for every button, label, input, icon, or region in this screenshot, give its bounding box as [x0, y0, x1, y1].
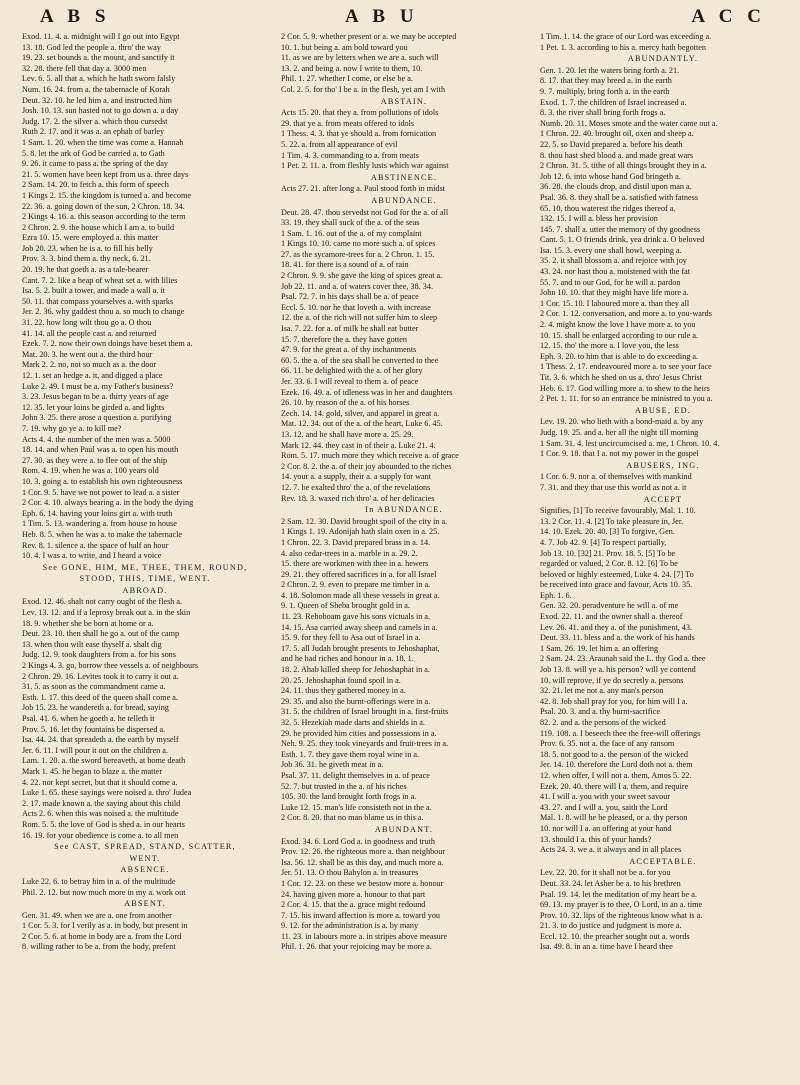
- concordance-line: Exod. 12. 46. shalt not carry ought of the flesh a.: [22, 597, 183, 607]
- concordance-line: 10. 3. going a. to establish his own righteousness: [22, 476, 183, 486]
- concordance-line: 16. 19. for your obedience is come a. to all men: [22, 830, 179, 840]
- concordance-line: 132. 15. I will a. bless her provision: [540, 214, 658, 224]
- concordance-line: 2 Sam. 14. 20. to fetch a. this form of speech: [22, 180, 169, 190]
- concordance-line: 41. I will a. you with your sweet savour: [540, 792, 671, 802]
- concordance-line: Prov. 10. 32. lips of the righteous know what is a.: [540, 910, 703, 920]
- concordance-line: 9. 12. for the administration is a. by many: [281, 921, 419, 931]
- concordance-line: Eph. 6. 14. having your loins girt a. with truth: [22, 508, 173, 518]
- concordance-line: 2 Kings 4. 16. a. this season according to the term: [22, 212, 186, 222]
- concordance-line: Lev. 6. 5. all that a. which he hath sworn falsly: [22, 74, 176, 84]
- concordance-line: 2 Kings 4. 3. go, borrow thee vessels a. of neighbours: [22, 661, 199, 671]
- concordance-line: 9. 7. multiply, bring forth a. in the earth: [540, 86, 670, 96]
- concordance-line: 1 Tim. 5. 13. wandering a. from house to house: [22, 519, 177, 529]
- concordance-line: Numb. 20. 11. Moses smote and the water came out a.: [540, 118, 718, 128]
- concordance-line: be received into grace and favour, Acts 10. 35.: [540, 580, 693, 590]
- concordance-line: 29. 35. and also the burnt-offerings were in a.: [281, 696, 431, 706]
- concordance-line: 10. nor will I a. an offering at your hand: [540, 823, 672, 833]
- concordance-line: Ezek. 16. 49. a. of idleness was in her and daughters: [281, 387, 453, 397]
- concordance-line: 1 Cor. 6. 9. nor a. of themselves with mankind: [540, 472, 692, 482]
- concordance-line: 2 Chron. 2. 9. the house which I am a. to build: [22, 222, 175, 232]
- concordance-line: 42. 8. Job shall pray for you, for him will I a.: [540, 696, 688, 706]
- concordance-line: 2 Cor. 4. 15. that the a. grace might redound: [281, 900, 426, 910]
- concordance-line: 29. 21. they offered sacrifices in a. for all Israel: [281, 569, 437, 579]
- concordance-line: Gen. 1. 20. let the waters bring forth a. 21.: [540, 65, 680, 75]
- concordance-line: 10. 1. but being a. am bold toward you: [281, 42, 408, 52]
- entry-heading: ABUNDANT.: [374, 824, 434, 834]
- concordance-line: Lev. 26. 41. and they a. of the punishment, 43.: [540, 622, 693, 632]
- cross-reference: See GONE, HIM, ME, THEE, THEM, ROUND,: [42, 562, 248, 572]
- concordance-line: 2 Pet. 1. 11. for so an entrance be ministred to you a.: [540, 394, 713, 404]
- concordance-line: Lev. 22. 20. for it shall not be a. for you: [540, 868, 671, 878]
- concordance-line: 50. 11. that compass yourselves a. with sparks: [22, 296, 174, 306]
- concordance-line: 1 Cor. 5. 3. for I verily as a. in body, but present in: [22, 921, 188, 931]
- concordance-line: 10. will reprove, if ye do secretly a. persons: [540, 675, 684, 685]
- concordance-line: 18. 41. for there is a sound of a. of rain: [281, 260, 409, 270]
- concordance-line: Gen. 31. 49. when we are a. one from another: [22, 910, 172, 920]
- concordance-line: 1 Cor. 9. 5. have we not power to lead a. a sister: [22, 487, 180, 497]
- column-left: [22, 32, 268, 1078]
- concordance-line: 1 Thess. 2. 17. endeavoured more a. to see your face: [540, 362, 712, 372]
- concordance-line: 18. 5. not good to a. the person of the wicked: [540, 749, 689, 759]
- concordance-line: 17. 5. all Judah brought presents to Jehoshaphat,: [281, 643, 440, 653]
- header-middle: A B U: [345, 6, 419, 27]
- concordance-line: Psal. 20. 3. and a. thy burnt-sacrifice: [540, 707, 661, 717]
- concordance-line: 1 Pet. 2. 11. a. from fleshly lusts which war against: [281, 161, 449, 171]
- concordance-line: John 10. 10. that they might have life more a.: [540, 288, 689, 298]
- concordance-line: Rom. 5. 5. the love of God is shed a. in our hearts: [22, 819, 185, 829]
- concordance-line: Isa. 49. 8. in an a. time have I heard thee: [540, 942, 673, 952]
- concordance-line: Ezek. 7. 2. now their own doings have beset them a.: [22, 339, 193, 349]
- concordance-line: 2 Cor. 8. 2. the a. of their joy abounded to the riches: [281, 461, 452, 471]
- concordance-line: 65. 10. thou waterest the ridges thereof a.: [540, 203, 676, 213]
- concordance-line: Prov. 5. 16. let thy fountains be dispersed a.: [22, 724, 166, 734]
- concordance-line: Job 13. 10. [32] 21. Prov. 18. 5. [5] To be: [540, 548, 676, 558]
- concordance-line: 9. 26. it came to pass a. the spring of the day: [22, 159, 168, 169]
- concordance-line: Psal. 72. 7. in his days shall be a. of peace: [281, 292, 419, 302]
- concordance-line: Acts 2. 6. when this was noised a. the multitude: [22, 809, 179, 819]
- concordance-line: 1 Cor. 15. 10. I laboured more a. than they all: [540, 298, 690, 308]
- concordance-line: Zech. 14. 14. gold, silver, and apparel in great a.: [281, 408, 440, 418]
- concordance-line: 24. having given more a. honour to that part: [281, 889, 426, 899]
- concordance-line: 11. as we are by letters when we are a. such will: [281, 53, 439, 63]
- concordance-line: 43. 27. and I will a. you, saith the Lord: [540, 802, 668, 812]
- concordance-line: 1 Kings 2. 15. the kingdom is turned a. and become: [22, 190, 191, 200]
- concordance-line: Phil. 2. 12. but now much more in my a. work out: [22, 887, 186, 897]
- concordance-line: 3. 23. Jesus began to be a. thirty years of age: [22, 392, 169, 402]
- concordance-line: Neh. 9. 25. they took vineyards and fruit-trees in a.: [281, 739, 449, 749]
- concordance-line: 4. also cedar-trees in a. marble in a. 29. 2.: [281, 548, 418, 558]
- concordance-line: Ezek. 20. 40. there will I a. them, and require: [540, 781, 689, 791]
- concordance-line: Deut. 33. 24. let Asher be a. to his brethren: [540, 878, 681, 888]
- concordance-line: 1 Sam. 1. 20. when the time was come a. Hannah: [22, 137, 184, 147]
- entry-heading: ACCEPTABLE.: [629, 856, 697, 866]
- concordance-line: Gen. 32. 20. peradventure he will a. of me: [540, 601, 679, 611]
- entry-heading: In ABUNDANCE.: [365, 505, 443, 515]
- concordance-line: Luke 12. 15. man's life consisteth not in the a.: [281, 802, 432, 812]
- entry-heading: ABROAD.: [122, 585, 168, 595]
- concordance-line: 2 Cor. 4. 10. always bearing a. in the body the dying: [22, 498, 194, 508]
- concordance-line: 12. 7. be exalted thro' the a. of the revelations: [281, 482, 431, 492]
- concordance-line: 5. 22. a. from all appearance of evil: [281, 139, 398, 149]
- concordance-line: Exod. 22. 11. and the owner shall a. thereof: [540, 612, 683, 622]
- concordance-line: 32. 21. let me not a. any man's person: [540, 686, 664, 696]
- concordance-line: 2 Cor. 1. 12. conversation, and more a. to you-wards: [540, 309, 712, 319]
- concordance-line: 1 Thess. 4. 3. that ye should a. from fornication: [281, 129, 437, 139]
- concordance-line: 12. 15. tho' the more a. I love you, the less: [540, 341, 679, 351]
- entry-heading: ABUNDANTLY.: [627, 54, 699, 64]
- concordance-line: 12. when offer, I will not a. them, Amos 5. 22.: [540, 770, 692, 780]
- column-middle: [281, 32, 527, 1078]
- concordance-line: 11. 23. in labours more a. in stripes above measure: [281, 931, 448, 941]
- concordance-line: Isa. 7. 22. for a. of milk he shall eat butter: [281, 324, 419, 334]
- concordance-line: 8. willing rather to be a. from the body, prefent: [22, 942, 176, 952]
- concordance-line: Prov. 12. 26. the righteous more a. than neighbour: [281, 847, 446, 857]
- concordance-line: Num. 16. 24. from a. the tabernacle of Korah: [22, 84, 170, 94]
- concordance-line: 36. 28. the clouds drop, and distil upon man a.: [540, 182, 692, 192]
- concordance-line: 14. your a. a supply, their a. a supply for want: [281, 472, 431, 482]
- concordance-line: 2 Chron. 31. 5. tithe of all things brought they in a.: [540, 161, 707, 171]
- concordance-line: 4. 7. Job 42. 9. [4] To respect partially,: [540, 537, 667, 547]
- concordance-line: Acts 15. 20. that they a. from pollutions of idols: [281, 108, 439, 118]
- entry-heading: ABSENT.: [124, 899, 166, 909]
- concordance-line: Psal. 36. 8. they shall be a. satisfied with fatness: [540, 192, 699, 202]
- concordance-line: 13. 2. and being a. now I write to them, 10.: [281, 63, 423, 73]
- concordance-line: 2 Cor. 5. 6. at home in body are a. from the Lord: [22, 931, 182, 941]
- concordance-line: 7. 31. and they that use this world as not a. it: [540, 482, 687, 492]
- concordance-line: 20. 19. he that goeth a. as a tale-bearer: [22, 265, 149, 275]
- concordance-line: 10. 15. shall be enlarged according to our rule a.: [540, 330, 699, 340]
- concordance-line: 22. 5. so David prepared a. before his death: [540, 139, 683, 149]
- concordance-line: 32. 5. Hezekiah made darts and shields in a.: [281, 718, 425, 727]
- concordance-line: Exod. 1. 7. the children of Israel increased a.: [540, 97, 687, 107]
- concordance-line: Esth. 1. 17. this deed of the queen shall come a.: [22, 692, 178, 702]
- concordance-line: 4. 22. nor kept secret, but that it should come a.: [22, 777, 178, 787]
- concordance-line: Lev. 13. 12. and if a leprosy break out a. in the skin: [22, 608, 191, 618]
- concordance-line: 35. 2. it shall blossom a. and rejoice with joy: [540, 256, 687, 266]
- concordance-line: 18. 14. and when Paul was a. to open his mouth: [22, 445, 179, 455]
- concordance-line: 82. 2. and a. the persons of the wicked: [540, 718, 666, 727]
- concordance-line: 2 Chron. 9. 9. she gave the king of spices great a.: [281, 271, 443, 281]
- concordance-line: Isa. 5. 2. built a tower, and made a wall a. it: [22, 286, 165, 296]
- concordance-line: 60. 5. the a. of the sea shall be converted to thee: [281, 355, 439, 365]
- concordance-line: 1 Kings 10. 10. came no more such a. of spices: [281, 239, 436, 249]
- concordance-line: beloved or highly esteemed, Luke 4. 24. [7] To: [540, 569, 694, 579]
- concordance-line: Isa. 44. 24. that spreadeth a. the earth by myself: [22, 735, 179, 745]
- concordance-line: 32. 28. there fell that day a. 3000 men: [22, 63, 147, 73]
- concordance-line: 43. 24. nor hast thou a. moistened with the fat: [540, 267, 691, 277]
- concordance-line: Rom. 4. 19. when he was a. 100 years old: [22, 466, 159, 476]
- concordance-line: Cant. 5. 1. O friends drink, yea drink a. O beloved: [540, 235, 705, 245]
- entry-heading: STOOD, THIS, TIME, WENT.: [79, 574, 211, 584]
- concordance-line: 14. 15. Asa carried away sheep and camels in a.: [281, 622, 438, 632]
- header-left: A B S: [40, 6, 111, 27]
- concordance-line: 2. 17. made known a. the saying about this child: [22, 798, 181, 808]
- concordance-line: 1 Tim. 1. 14. the grace of our Lord was exceeding a.: [540, 32, 712, 41]
- concordance-line: 1 Cor. 12. 23. on these we bestow more a. honour: [281, 878, 444, 888]
- concordance-line: 2 Cor. 5. 9. whether present or a. we may be accepted: [281, 32, 457, 41]
- concordance-line: Rev. 8. 1. silence a. the space of half an hour: [22, 540, 169, 550]
- entry-heading: ACCEPT: [643, 494, 683, 504]
- concordance-line: 31. 5. the children of Israel brought in a. first-fruits: [281, 707, 449, 717]
- concordance-line: 15. 9. for they fell to Asa out of Israel in a.: [281, 633, 421, 643]
- concordance-line: Luke 1. 65. these sayings were noised a. thro' Judea: [22, 788, 192, 798]
- concordance-line: 27. 30. as they were a. to flee out of the ship: [22, 455, 168, 465]
- concordance-line: 2 Chron. 2. 9. even to prepare me timber in a.: [281, 580, 431, 590]
- concordance-line: Psal. 19. 14. let the meditation of my heart be a.: [540, 889, 697, 899]
- concordance-line: 13. should I a. this of your hands?: [540, 834, 652, 844]
- concordance-line: 2 Sam. 12. 30. David brought spoil of the city in a.: [281, 516, 448, 526]
- concordance-line: 26. 10. by reason of the a. of his horses: [281, 398, 410, 408]
- entry-heading: ABSTINENCE.: [370, 172, 438, 182]
- concordance-line: 2 Chron. 29. 16. Levites took it to carry it out a.: [22, 671, 179, 681]
- concordance-line: Job 20. 23. when he is a. to fill his belly: [22, 243, 153, 253]
- concordance-line: Rom. 5. 17. much more they which receive a. of grace: [281, 451, 459, 461]
- concordance-line: 7. 15. his inward affection is more a. toward you: [281, 910, 441, 920]
- concordance-line: Heb. 6. 17. God willing more a. to shew to the heirs: [540, 383, 710, 393]
- concordance-line: 12. the a. of the rich will not suffer him to sleep: [281, 313, 438, 323]
- concordance-line: and he had riches and honour in a. 18. 1.: [281, 654, 414, 664]
- entry-heading: WENT.: [129, 853, 161, 863]
- concordance-line: Ruth 2. 17. and it was a. an ephah of barley: [22, 127, 165, 137]
- cross-reference: See CAST, SPREAD, STAND, SCATTER,: [54, 842, 236, 852]
- entry-heading: ABUSERS, ING.: [626, 460, 700, 470]
- concordance-line: Jer. 6. 11. I will pour it out on the children a.: [22, 745, 168, 755]
- concordance-line: 24. 11. thus they gathered money in a.: [281, 686, 406, 696]
- concordance-line: Mat. 12. 34. out of the a. of the heart, Luke 6. 45.: [281, 419, 443, 429]
- concordance-line: 15. 7. therefore the a. they have gotten: [281, 334, 407, 344]
- concordance-line: 14. 10. Ezek. 20. 40. [3] To forgive, Gen.: [540, 527, 675, 537]
- concordance-line: 4. 18. Solomon made all these vessels in great a.: [281, 590, 440, 600]
- concordance-line: Cant. 7. 2. like a heap of wheat set a. with lilies: [22, 275, 178, 285]
- concordance-line: 11. 23. Rehoboam gave his sons victuals in a.: [281, 612, 431, 622]
- concordance-line: 9. 1. Queen of Sheba brought gold in a.: [281, 601, 410, 611]
- concordance-line: 119. 108. a. I beseech thee the free-will offerings: [540, 728, 701, 738]
- concordance-line: Heb. 8. 5. when he was a. to make the tabernacle: [22, 529, 183, 539]
- concordance-line: Eph. 1. 6.: [540, 590, 572, 600]
- concordance-line: Col. 2. 5. for tho' I be a. in the flesh, yet am I with: [281, 84, 446, 94]
- concordance-line: Mark 1. 45. he began to blaze a. the matter: [22, 766, 163, 776]
- concordance-line: Psal. 41. 6. when he goeth a. he telleth it: [22, 714, 155, 723]
- concordance-line: Acts 24. 3. we a. it always and in all places: [540, 845, 682, 855]
- concordance-line: Mal. 1. 8. will he be pleased, or a. thy person: [540, 813, 688, 823]
- concordance-line: Job 22. 11. and a. of waters cover thee, 38. 34.: [281, 281, 434, 291]
- concordance-line: 1 Sam. 26. 19. let him a. an offering: [540, 643, 659, 653]
- concordance-line: 29. that ye a. from meats offered to idols: [281, 118, 415, 128]
- concordance-line: 18. 2. Ahab killed sheep for Jehoshaphat in a.: [281, 665, 430, 675]
- concordance-line: Acts 27. 21. after long a. Paul stood forth in midst: [281, 184, 445, 194]
- concordance-line: regarded or valued, 2 Cor. 8. 12. [6] To be: [540, 559, 678, 569]
- concordance-line: 8. 17. that they may breed a. in the earth: [540, 76, 672, 86]
- concordance-line: 2 Sam. 24. 23. Araunah said the L. thy God a. thee: [540, 654, 706, 664]
- concordance-line: 13. when thou wilt ease thyself a. shalt dig: [22, 639, 162, 649]
- concordance-line: 7. 19. why go ye a. to kill me?: [22, 423, 122, 433]
- concordance-line: Josh. 10. 13. sun hasted not to go down a. a day: [22, 106, 179, 116]
- concordance-line: 29. he provided him cities and possessions in a.: [281, 728, 437, 738]
- concordance-line: Job 12. 6. into whose hand God bringeth a.: [540, 171, 681, 181]
- concordance-line: Isa. 15. 3. every one shall howl, weeping a.: [540, 245, 682, 255]
- concordance-line: Eccl. 5. 10. nor he that loveth a. with increase: [281, 302, 431, 312]
- concordance-line: Luke 22. 6. to betray him in a. of the multitude: [22, 876, 176, 886]
- concordance-line: Prov. 3. 3. bind them a. thy neck, 6. 21.: [22, 254, 151, 264]
- concordance-line: 1 Chron. 22. 3. David prepared brass in a. 14.: [281, 537, 431, 547]
- concordance-line: 1 Chron. 22. 40. brought oil, oxen and sheep a.: [540, 129, 694, 139]
- entry-heading: ABUNDANCE.: [371, 195, 437, 205]
- concordance-line: Jer. 33. 6. I will reveal to them a. of peace: [281, 377, 419, 386]
- running-header: [0, 6, 800, 28]
- header-right: A C C: [691, 6, 766, 27]
- concordance-line: 13. 2 Cor. 11. 4. [2] To take pleasure in, Jer.: [540, 516, 684, 526]
- concordance-line: 1 Sam. 1. 16. out of the a. of my complaint: [281, 228, 422, 238]
- concordance-line: 31. 5. as soon as the commandment came a.: [22, 682, 166, 692]
- concordance-line: 31. 22. how long wilt thou go a. O thou: [22, 318, 152, 328]
- concordance-line: 52. 7. but trusted in the a. of his riches: [281, 781, 407, 791]
- concordance-line: 12. 35. let your loins be girded a. and lights: [22, 402, 165, 412]
- concordance-line: Eccl. 12. 10. the preacher sought out a. words: [540, 931, 690, 941]
- concordance-line: 19. 23. set bounds a. the mount, and sanctify it: [22, 53, 175, 63]
- concordance-line: 1 Cor. 9. 18. that I a. not my power in the gospel: [540, 449, 699, 459]
- concordance-line: 1 Pet. 1. 3. according to his a. mercy hath begotten: [540, 42, 706, 52]
- concordance-line: 145. 7. shall a. utter the memory of thy goodness: [540, 224, 701, 234]
- concordance-line: 1 Kings 1. 19. Adonijah hath slain oxen in a. 25.: [281, 527, 440, 537]
- concordance-line: Jer. 14. 10. therefore the Lord doth not a. them: [540, 760, 693, 770]
- concordance-line: 55. 7. and to our God, for he will a. pardon: [540, 277, 681, 287]
- concordance-line: Phil. 1. 27. whether I come, or else be a.: [281, 74, 413, 84]
- concordance-line: 21. 5. women have been kept from us a. three days: [22, 169, 189, 179]
- concordance-line: Job 36. 31. he giveth meat in a.: [281, 760, 384, 770]
- concordance-line: Luke 2. 49. I must be a. my Father's business?: [22, 381, 174, 391]
- concordance-line: Deut. 28. 47. thou servedst not God for the a. of all: [281, 207, 449, 217]
- concordance-line: Acts 4. 4. the number of the men was a. 5000: [22, 434, 171, 444]
- concordance-line: 5. 8. let the ark of God be carried a. to Gath: [22, 148, 165, 158]
- concordance-line: 2. 4. might know the love I have more a. to you: [540, 320, 696, 330]
- concordance-line: Psal. 37. 11. delight themselves in a. of peace: [281, 770, 430, 780]
- concordance-line: 33. 19. they shall suck of the a. of the seas: [281, 218, 420, 228]
- concordance-line: Exod. 11. 4. a. midnight will I go out into Egypt: [22, 32, 180, 41]
- concordance-line: Eph. 3. 20. to him that is able to do exceeding a.: [540, 351, 699, 361]
- concordance-line: Deut. 33. 11. bless and a. the work of his hands: [540, 633, 695, 643]
- entry-heading: ABSENCE.: [120, 865, 170, 875]
- concordance-line: 41. 14. all the people cast a. and returned: [22, 328, 157, 338]
- concordance-line: 105. 30. the land brought forth frogs in a.: [281, 792, 417, 802]
- concordance-line: Phil. 1. 26. that your rejoicing may be more a.: [281, 942, 432, 952]
- concordance-line: Deut. 32. 10. he led him a. and instructed him: [22, 95, 172, 105]
- concordance-line: Judg. 17. 2. the silver a. which thou cursedst: [22, 116, 168, 126]
- concordance-line: Tit. 3. 6. which he shed on us a. thro' Jesus Christ: [540, 373, 702, 382]
- concordance-line: Lam. 1. 20. a. the sword bereaveth, at home death: [22, 756, 186, 766]
- concordance-line: Jer. 2. 36. why gaddest thou a. so much to change: [22, 307, 185, 317]
- concordance-line: Lev. 19. 20. who lieth with a bond-maid a. by any: [540, 417, 704, 427]
- entry-heading: ABUSE, ED.: [635, 405, 691, 415]
- concordance-line: 8. thou hast shed blood a. and made great wars: [540, 150, 694, 160]
- concordance-line: Judg. 19. 25. and a. her all the night till morning: [540, 427, 699, 437]
- concordance-line: 8. 3. the river shall bring forth frogs a.: [540, 108, 666, 118]
- concordance-line: 21. 3. to do justice and judgment is more a.: [540, 921, 682, 931]
- concordance-line: Rev. 18. 3. waxed rich thro' a. of her delicacies: [281, 493, 435, 503]
- concordance-line: Job 13. 8. will ye a. his person? will ye contend: [540, 665, 696, 675]
- concordance-line: 27. as the sycamore-trees for a. 2 Chron. 1. 15.: [281, 249, 435, 259]
- concordance-line: 2 Cor. 8. 20. that no man blame us in this a.: [281, 813, 424, 823]
- concordance-line: Mark 2. 2. no, not so much as a. the door: [22, 360, 157, 370]
- entry-heading: ABSTAIN.: [380, 96, 428, 106]
- concordance-line: Exod. 34. 6. Lord God a. in goodness and truth: [281, 836, 435, 846]
- concordance-line: 22. 36. a. going down of the sun, 2 Chron. 18. 34.: [22, 201, 185, 211]
- concordance-line: 18. 9. whether she be born at home or a.: [22, 618, 154, 628]
- concordance-line: Jer. 51. 13. O thou Babylon a. in treasures: [281, 868, 419, 878]
- concordance-line: 10. 4. I was a. to write, and I heard a voice: [22, 551, 162, 561]
- concordance-line: 47. 9. for the great a. of thy inchantments: [281, 345, 417, 355]
- concordance-line: Esth. 1. 7. they gave them royal wine in a.: [281, 749, 420, 759]
- concordance-line: John 3. 25. there arose a question a. purifying: [22, 413, 172, 423]
- concordance-line: 13. 12. and he shall have more a. 25. 29.: [281, 429, 414, 439]
- concordance-line: Deut. 23. 10. then shall he go a. out of the camp: [22, 629, 180, 639]
- concordance-line: Job 15. 23. he wandereth a. for bread, saying: [22, 703, 169, 713]
- concordance-line: 12. 1. set an hedge a. it, and digged a place: [22, 371, 163, 380]
- concordance-line: Ezra 10. 15. were employed a. this matter: [22, 233, 159, 243]
- concordance-line: Signifies, [1] To receive favourably, Mal. 1. 10.: [540, 506, 696, 516]
- concordance-line: Isa. 56. 12. shall be as this day, and much more a.: [281, 857, 444, 867]
- concordance-line: 15. there are workmen with thee in a. hewers: [281, 559, 429, 569]
- concordance-line: 20. 25. Jehoshaphat found spoil in a.: [281, 675, 401, 685]
- concordance-line: 1 Tim. 4. 3. commanding to a. from meats: [281, 150, 419, 160]
- column-right: [540, 32, 786, 1078]
- concordance-line: 1 Sam. 31. 4. lest uncircumcised a. me, 1 Chron. 10. 4.: [540, 438, 720, 448]
- concordance-line: 66. 11. be delighted with the a. of her glory: [281, 366, 423, 376]
- concordance-line: 69. 13. my prayer is to thee, O Lord, in an a. time: [540, 900, 703, 910]
- concordance-line: 13. 18. God led the people a. thro' the way: [22, 42, 161, 52]
- concordance-line: Judg. 12. 9. took daughters from a. for his sons: [22, 650, 176, 660]
- concordance-line: Mark 12. 44. they cast in of their a. Luke 21. 4.: [281, 440, 436, 450]
- concordance-line: Prov. 6. 35. not a. the face of any ransom: [540, 739, 675, 749]
- columns: [22, 32, 786, 1078]
- concordance-line: Mat. 20. 3. he went out a. the third hour: [22, 349, 153, 359]
